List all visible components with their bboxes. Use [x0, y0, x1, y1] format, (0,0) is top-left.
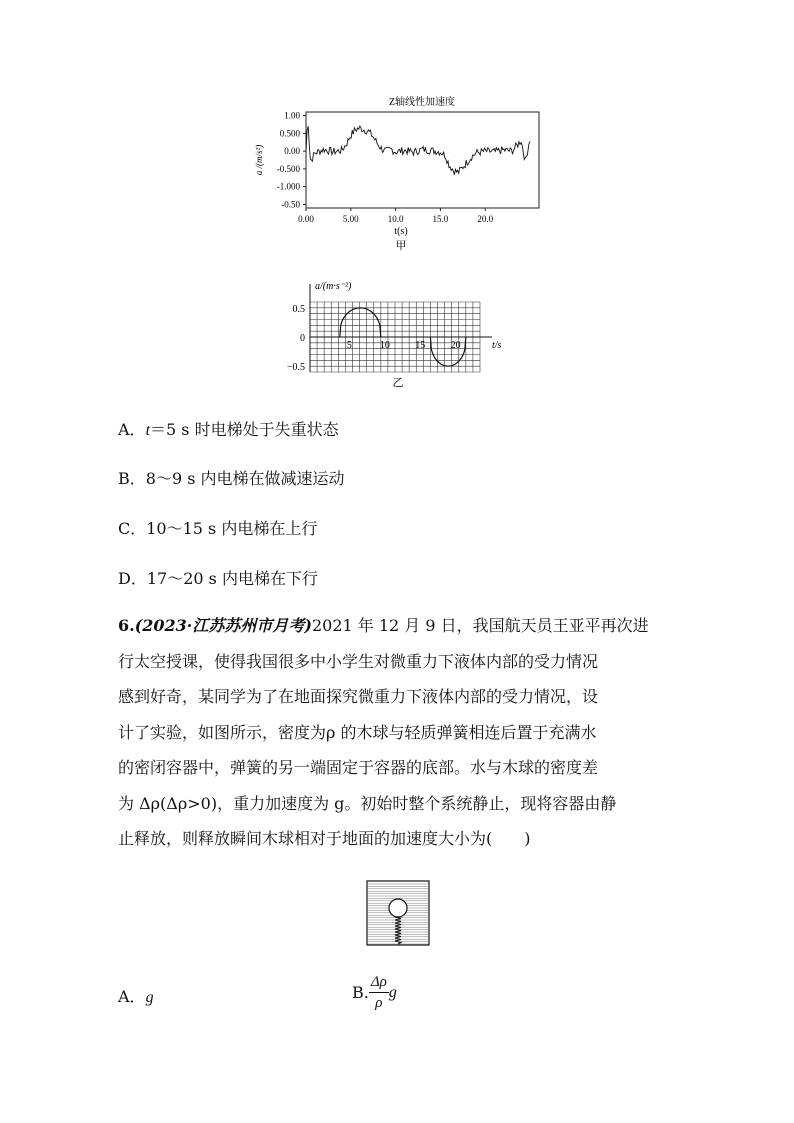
chart-jia-ytick-label: -0.50 [281, 199, 300, 210]
q6-line-1 [118, 608, 678, 644]
chart-jia-ylabel: a /(m/s²) [254, 144, 264, 176]
chart-yi-xlabel: t/s [492, 340, 502, 351]
q5-option-variable: t [145, 422, 151, 439]
q6-line-2: 行太空授课，使得我国很多中小学生对微重力下液体内部的受力情况 [118, 651, 599, 671]
q6-option-b-letter: B. [352, 983, 369, 1002]
chart-jia-ytick-label: -0.500 [276, 163, 300, 174]
chart-jia-ytick-label: 0.00 [284, 146, 300, 157]
chart-jia-frame [306, 112, 539, 208]
chart-jia-xlabel: t(s) [394, 226, 408, 237]
chart-jia-ytick-label: -1.000 [276, 181, 300, 192]
chart-jia-title: Z轴线性加速度 [388, 97, 456, 108]
chart-jia-xtick-label: 0.00 [298, 214, 314, 224]
q6-source: (2023·江苏苏州市月考) [134, 616, 312, 635]
q5-option-text: 8～9 s 内电梯在做减速运动 [145, 469, 345, 488]
chart-jia-ytick-label: 1.00 [284, 110, 300, 121]
chart-yi-ytick-label: 0 [300, 333, 305, 344]
q5-option-text-tail: ＝5 s 时电梯处于失重状态 [150, 420, 339, 439]
chart-yi-ytick-label: −0.5 [286, 362, 305, 374]
q6-option-b-fraction [369, 972, 389, 1013]
q5-option-b [118, 466, 345, 489]
q5-option-letter: A． [118, 420, 146, 439]
q5-option-a [118, 417, 339, 440]
chart-yi-ylabel: a/(m·s⁻²) [315, 281, 352, 292]
q6-option-b [352, 972, 397, 1013]
q6-stem [118, 608, 678, 857]
q6-option-b-numerator: Δρ [369, 972, 389, 993]
q5-option-letter: B． [118, 469, 146, 488]
q6-option-a [118, 984, 154, 1007]
container-figure [366, 880, 430, 946]
q5-option-text: 17～20 s 内电梯在下行 [146, 569, 318, 588]
chart-yi-xtick-label: 15 [415, 340, 426, 351]
q5-option-text: 10～15 s 内电梯在上行 [146, 519, 318, 538]
q6-option-a-expr: g [145, 989, 154, 1006]
chart-yi-xtick-label: 20 [450, 340, 461, 351]
chart-jia-series-line [306, 126, 530, 175]
chart-yi-ytick-label: 0.5 [292, 303, 305, 315]
q6-line-4: 计了实验，如图所示，密度为ρ 的木球与轻质弹簧相连后置于充满水 [118, 722, 597, 742]
chart-jia-xtick-label: 20.0 [477, 214, 494, 224]
q6-line-text: 2021 年 12 月 9 日，我国航天员王亚平再次进 [311, 616, 649, 635]
q6-number: 6. [118, 616, 135, 635]
chart-yi [280, 280, 520, 395]
chart-yi-caption: 乙 [392, 377, 404, 389]
q6-option-b-denominator: ρ [375, 995, 383, 1011]
q5-option-letter: D． [118, 569, 147, 588]
chart-yi-xtick-label: 5 [346, 340, 352, 351]
q5-option-letter: C． [118, 519, 147, 538]
q6-line-3: 感到好奇，某同学为了在地面探究微重力下液体内部的受力情况，设 [118, 687, 599, 706]
chart-jia-xtick-label: 5.00 [342, 214, 359, 224]
q6-option-a-letter: A． [118, 987, 146, 1006]
chart-jia-xtick-label: 10.0 [387, 214, 404, 224]
q6-line-5: 的密闭容器中，弹簧的另一端固定于容器的底部。水与木球的密度差 [118, 758, 599, 777]
q6-line-7: 止释放，则释放瞬间木球相对于地面的加速度大小为( ) [118, 829, 531, 848]
chart-jia-caption: 甲 [395, 240, 407, 252]
wooden-ball [389, 899, 407, 917]
chart-jia [250, 92, 550, 262]
q6-option-b-tail: g [388, 983, 397, 1001]
chart-yi-xtick-label: 10 [379, 340, 390, 351]
chart-jia-ytick-label: 0.500 [279, 128, 300, 139]
q6-line-6: 为 Δρ(Δρ>0)，重力加速度为 g。初始时整个系统静止，现将容器由静 [118, 793, 617, 813]
chart-jia-xtick-label: 15.0 [432, 214, 449, 224]
q5-option-c [118, 516, 317, 539]
q5-option-d [118, 566, 318, 589]
